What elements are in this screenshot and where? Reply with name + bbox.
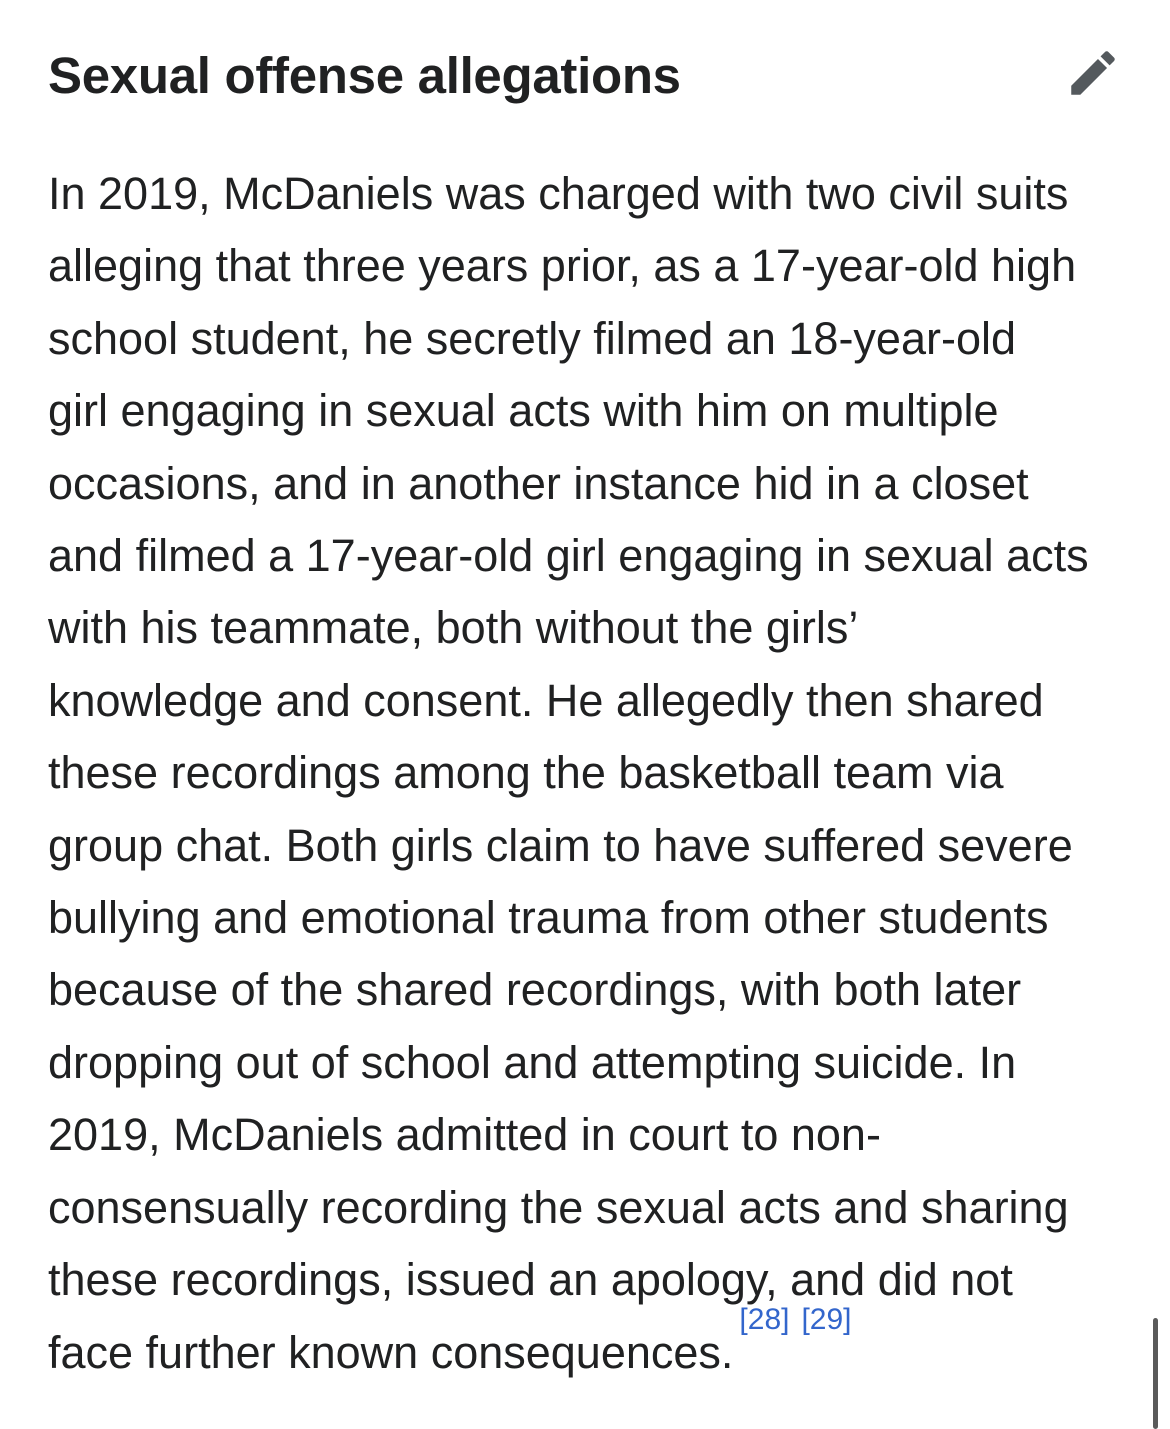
article-paragraph: [48, 158, 1128, 1389]
paragraph-line: these recordings, issued an apology, and did not: [48, 1254, 1013, 1306]
section-header: [48, 40, 1128, 110]
paragraph-line: dropping out of school and attempting suicide. In: [48, 1036, 1017, 1088]
paragraph-line: knowledge and consent. He allegedly then shared: [48, 674, 1044, 726]
paragraph-line: school student, he secretly filmed an 18-year-old: [48, 312, 1017, 364]
pencil-icon[interactable]: [1064, 44, 1122, 102]
paragraph-line-text: face further known consequences.: [48, 1326, 734, 1378]
section-title: Sexual offense allegations: [48, 47, 681, 104]
paragraph-line: with his teammate, both without the girls’: [48, 602, 859, 654]
paragraph-last-line: [48, 1302, 1128, 1389]
paragraph-line: alleging that three years prior, as a 17-year-old high: [48, 240, 1077, 292]
reference-group: [739, 1302, 852, 1336]
paragraph-line: because of the shared recordings, with both later: [48, 964, 1022, 1016]
paragraph-line: and filmed a 17-year-old girl engaging in sexual acts: [48, 530, 1089, 582]
paragraph-line: In 2019, McDaniels was charged with two civil suits: [48, 168, 1069, 219]
paragraph-line: group chat. Both girls claim to have suffered severe: [48, 819, 1073, 871]
reference-link-28[interactable]: [28]: [739, 1302, 790, 1336]
paragraph-line: these recordings among the basketball team via: [48, 747, 1004, 799]
scrollbar[interactable]: [1153, 1318, 1158, 1429]
paragraph-line: 2019, McDaniels admitted in court to non-: [48, 1109, 881, 1161]
paragraph-line: occasions, and in another instance hid in a closet: [48, 457, 1029, 509]
reference-link-29[interactable]: [29]: [801, 1302, 852, 1336]
paragraph-line: girl engaging in sexual acts with him on multiple: [48, 385, 999, 437]
paragraph-line: bullying and emotional trauma from other students: [48, 892, 1049, 944]
paragraph-line: consensually recording the sexual acts and sharing: [48, 1181, 1069, 1233]
